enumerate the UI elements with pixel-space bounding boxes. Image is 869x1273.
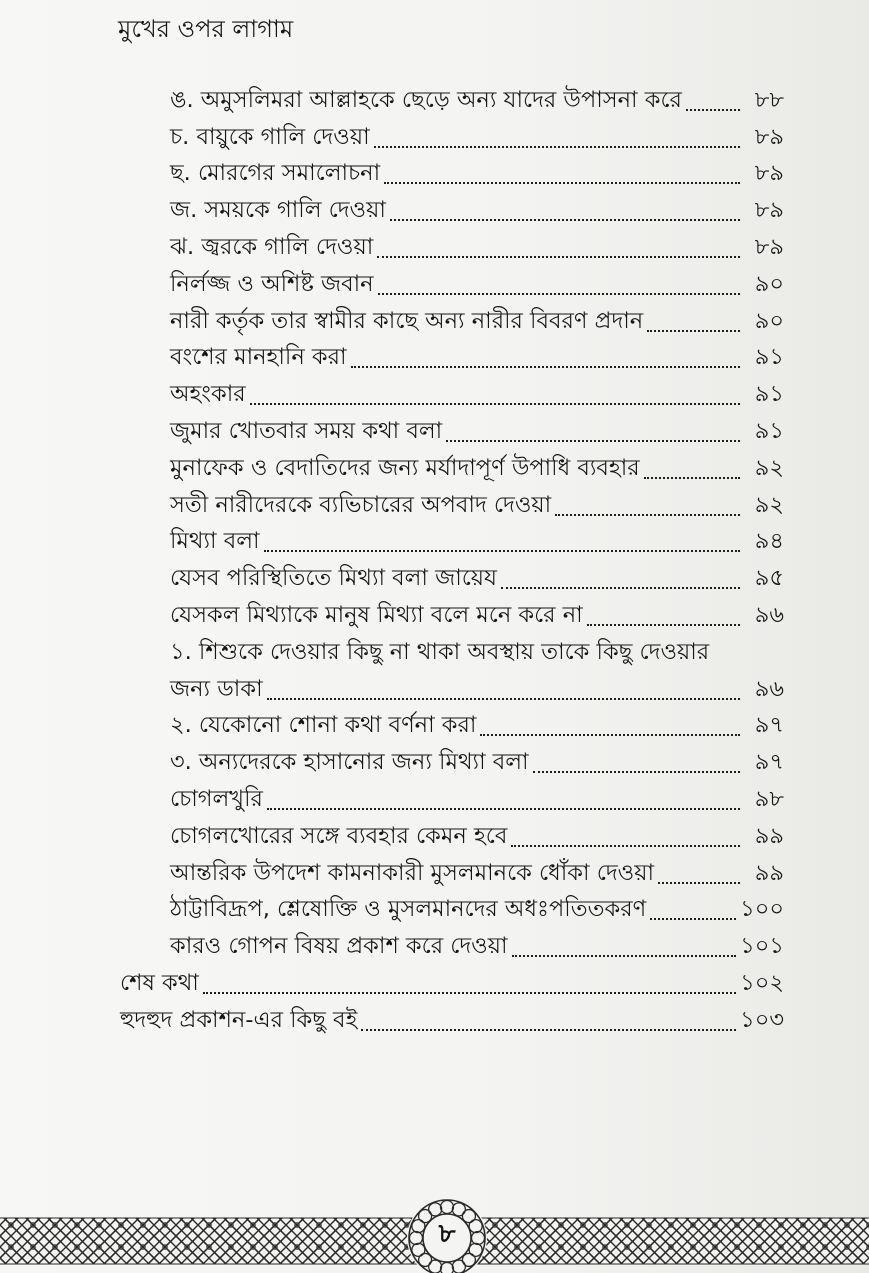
page-number: ৮: [438, 1219, 456, 1249]
toc-entry-page: ৯১: [754, 381, 784, 408]
toc-entry-page: ৮৯: [754, 123, 784, 150]
toc-entry-label: সতী নারীদেরকে ব্যভিচারের অপবাদ দেওয়া: [170, 491, 552, 518]
dot-leader: [647, 330, 740, 332]
dot-leader: [267, 808, 740, 810]
toc-entry: [0, 814, 869, 851]
toc-entry: [0, 520, 869, 557]
toc-entry-label: চোগলখুরি: [170, 785, 263, 812]
dot-leader: [374, 146, 740, 148]
toc-entry: [0, 225, 869, 262]
toc-entry: [0, 152, 869, 189]
toc-entry: [0, 924, 869, 961]
dot-leader: [390, 219, 740, 221]
toc-entry-page: ৯৬: [754, 601, 784, 628]
toc-entry-label: যেসকল মিথ্যাকে মানুষ মিথ্যা বলে মনে করে না: [170, 601, 583, 628]
toc-entry-label: ঝ. জ্বরকে গালি দেওয়া: [170, 233, 374, 260]
toc-entry-label: ঙ. অমুসলিমরা আল্লাহকে ছেড়ে অন্য যাদের উপাসনা করে: [170, 86, 682, 113]
dot-leader: [378, 293, 740, 295]
dot-leader: [250, 403, 740, 405]
dot-leader: [264, 550, 740, 552]
toc-entry-page: ৮৯: [754, 233, 784, 260]
toc-entry-page: ১০৩: [740, 1006, 784, 1033]
dot-leader: [446, 440, 740, 442]
toc-entry: [0, 115, 869, 152]
dot-leader: [555, 514, 740, 516]
dot-leader: [587, 624, 740, 626]
toc-entry: [0, 851, 869, 888]
dot-leader: [512, 955, 737, 957]
dot-leader: [511, 845, 740, 847]
dot-leader: [351, 366, 740, 368]
toc-entry-page: ৮৮: [754, 86, 784, 113]
toc-entry-label: শেষ কথা: [120, 969, 199, 996]
dot-leader: [203, 992, 736, 994]
toc-entry-label: ২. যেকোনো শোনা কথা বর্ণনা করা: [170, 712, 477, 739]
toc-entry: [0, 188, 869, 225]
dot-leader: [533, 771, 740, 773]
toc-entry: [0, 336, 869, 373]
toc-entry-page: ৯৬: [754, 675, 784, 702]
toc-entry-label: মুনাফেক ও বেদাতিদের জন্য মর্যাদাপূর্ণ উপাধি ব্যবহার: [170, 454, 640, 481]
toc-entry-label: ছ. মোরগের সমালোচনা: [170, 160, 381, 187]
toc-entry: [0, 704, 869, 741]
dot-leader: [377, 256, 740, 258]
toc-entry-page: ৮৯: [754, 197, 784, 224]
toc-entry-label: অহংকার: [170, 381, 246, 408]
toc-entry-label: জুমার খোতবার সময় কথা বলা: [170, 417, 443, 444]
toc-entry-page: ৯৭: [754, 749, 784, 776]
toc-entry-page: ৯৯: [754, 822, 784, 849]
toc-entry: [0, 372, 869, 409]
toc-entry-label: চ. বায়ুকে গালি দেওয়া: [170, 123, 370, 150]
toc-entry-label: নারী কর্তৃক তার স্বামীর কাছে অন্য নারীর বিবরণ প্রদান: [170, 307, 644, 334]
toc-entry-label: বংশের মানহানি করা: [170, 344, 347, 371]
dot-leader: [501, 587, 740, 589]
toc-entry-page: ৯৪: [754, 528, 784, 555]
toc-entry-label: ঠাট্টাবিদ্রূপ, শ্লেষোক্তি ও মুসলমানদের অধঃপতিতকরণ: [170, 896, 647, 923]
dot-leader: [658, 882, 740, 884]
toc-entry-page: ৯৮: [754, 785, 784, 812]
table-of-contents: [0, 78, 869, 1035]
dot-leader: [384, 182, 740, 184]
dot-leader: [480, 734, 740, 736]
toc-entry-label: ১. শিশুকে দেওয়ার কিছু না থাকা অবস্থায় তাকে কিছু দেওয়ার: [170, 638, 710, 665]
folio-badge: [405, 1196, 489, 1273]
dot-leader: [644, 477, 740, 479]
toc-entry: [0, 630, 869, 704]
toc-entry-page: ৯৯: [754, 859, 784, 886]
toc-entry-page: ৯৭: [754, 712, 784, 739]
toc-entry-label: মিথ্যা বলা: [170, 528, 260, 555]
toc-entry: [0, 446, 869, 483]
toc-entry-label: কারও গোপন বিষয় প্রকাশ করে দেওয়া: [170, 933, 508, 960]
toc-entry-label: আন্তরিক উপদেশ কামনাকারী মুসলমানকে ধোঁকা দেওয়া: [170, 859, 655, 886]
toc-entry: [0, 262, 869, 299]
toc-entry-page: ৯১: [754, 344, 784, 371]
running-head: মুখের ওপর লাগাম: [118, 15, 294, 43]
toc-entry: [0, 409, 869, 446]
toc-entry-label: নির্লজ্জ ও অশিষ্ট জবান: [170, 270, 374, 297]
toc-entry-label: জ. সময়কে গালি দেওয়া: [170, 197, 386, 224]
dot-leader: [650, 918, 736, 920]
toc-entry: [0, 998, 869, 1035]
toc-entry: [0, 78, 869, 115]
toc-entry-label: যেসব পরিস্থিতিতে মিথ্যা বলা জায়েয: [170, 565, 498, 592]
toc-entry-page: ৯২: [754, 454, 784, 481]
toc-entry-page: ১০০: [740, 896, 784, 923]
toc-entry-label: ৩. অন্যদেরকে হাসানোর জন্য মিথ্যা বলা: [170, 749, 529, 776]
toc-entry-page: ৮৯: [754, 160, 784, 187]
toc-entry: [0, 593, 869, 630]
toc-entry-page: ৯০: [754, 270, 784, 297]
toc-entry: [0, 299, 869, 336]
toc-entry-label-continued: জন্য ডাকা: [170, 675, 263, 702]
dot-leader: [267, 698, 740, 700]
toc-entry-page: ১০২: [740, 969, 784, 996]
toc-entry: [0, 777, 869, 814]
dot-leader: [361, 1029, 736, 1031]
toc-entry-page: ১০১: [740, 933, 784, 960]
toc-entry: [0, 483, 869, 520]
dot-leader: [686, 109, 740, 111]
toc-entry-label: চোগলখোরের সঙ্গে ব্যবহার কেমন হবে: [170, 822, 508, 849]
toc-entry-page: ৯১: [754, 417, 784, 444]
toc-entry: [0, 740, 869, 777]
toc-entry-page: ৯৫: [754, 565, 784, 592]
toc-entry-page: ৯২: [754, 491, 784, 518]
toc-entry: [0, 556, 869, 593]
toc-entry-label: হুদহুদ প্রকাশন-এর কিছু বই: [120, 1006, 358, 1033]
toc-entry-page: ৯০: [754, 307, 784, 334]
toc-entry: [0, 961, 869, 998]
toc-entry: [0, 888, 869, 925]
